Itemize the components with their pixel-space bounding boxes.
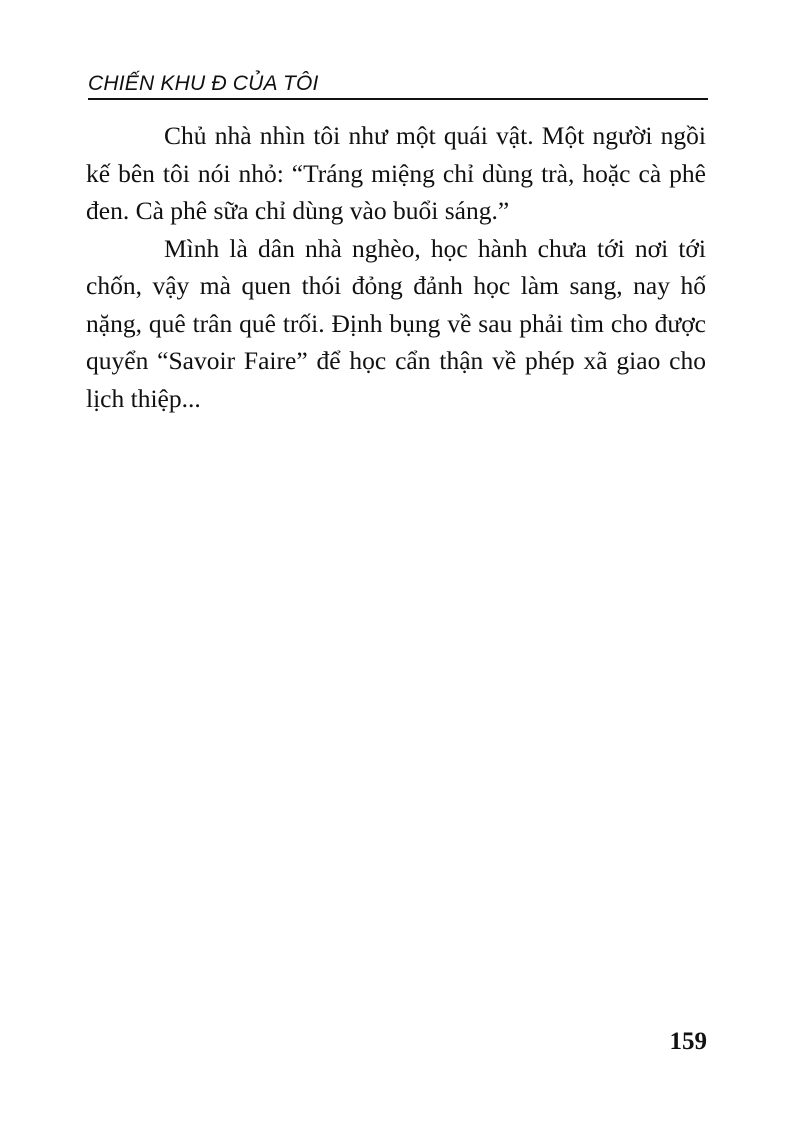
running-title: CHIẾN KHU Đ CỦA TÔI <box>88 72 319 95</box>
paragraph: Chủ nhà nhìn tôi như một quái vật. Một người ngồi kế bên tôi nói nhỏ: “Tráng miệng chỉ dùng trà, hoặc cà phê đen. Cà phê sữa chỉ dùng vào buổi sáng.” <box>86 121 706 225</box>
header-divider <box>88 98 708 100</box>
body-text <box>86 117 706 417</box>
paragraph: Mình là dân nhà nghèo, học hành chưa tới nơi tới chốn, vậy mà quen thói đỏng đảnh học làm sang, nay hố nặng, quê trân quê trối. Định bụng về sau phải tìm cho được quyển “Savoir Faire” để học cẩn thận về phép xã giao cho lịch thiệp... <box>86 233 706 413</box>
page-number: 159 <box>669 1028 707 1055</box>
running-header <box>88 71 708 97</box>
